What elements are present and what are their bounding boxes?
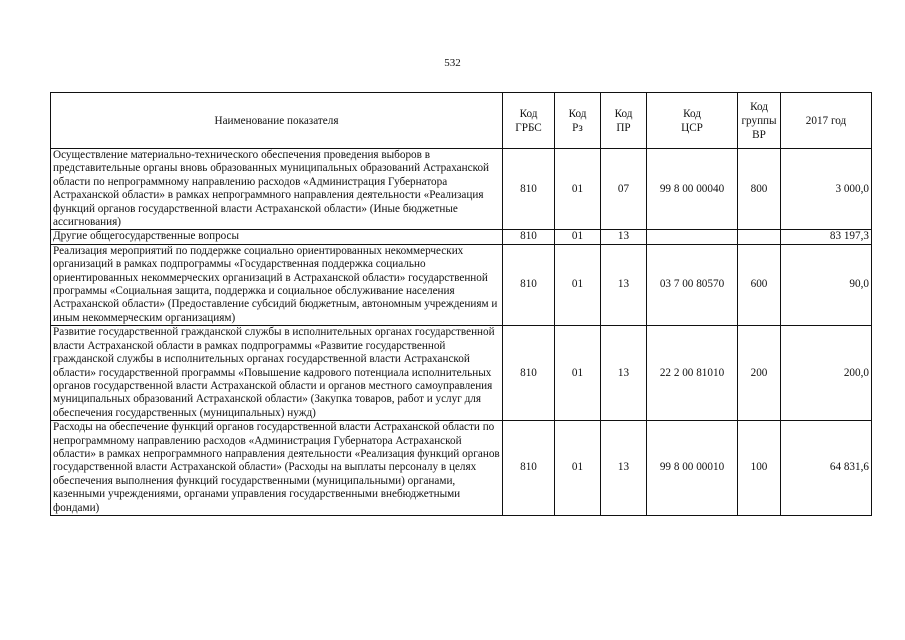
- row-rz: 01: [555, 421, 601, 516]
- row-name: Осуществление материально-технического обеспечения проведения выборов в представительные органы вновь образованных муниципальных образований Астраханской области по непрограммному направлению расходов «Администрация Губернатора Астраханской области» в рамках непрограммного направления деятельности «Реализация функций органов государственной власти Астраханской области» (Иные бюджетные ассигнования): [51, 149, 503, 230]
- row-pr: 13: [601, 326, 647, 421]
- row-grbs: 810: [503, 149, 555, 230]
- row-vr: 800: [738, 149, 781, 230]
- row-rz: 01: [555, 149, 601, 230]
- header-year: 2017 год: [781, 93, 872, 149]
- row-pr: 13: [601, 421, 647, 516]
- header-name: Наименование показателя: [51, 93, 503, 149]
- row-pr: 13: [601, 244, 647, 325]
- row-rz: 01: [555, 326, 601, 421]
- row-vr: 600: [738, 244, 781, 325]
- row-amount: 64 831,6: [781, 421, 872, 516]
- budget-table: [50, 92, 872, 516]
- header-csr: Код ЦСР: [647, 93, 738, 149]
- page-number: 532: [444, 57, 461, 69]
- row-rz: 01: [555, 244, 601, 325]
- row-grbs: 810: [503, 326, 555, 421]
- header-pr: Код ПР: [601, 93, 647, 149]
- row-vr: 100: [738, 421, 781, 516]
- row-amount: 3 000,0: [781, 149, 872, 230]
- table-row: [51, 326, 872, 421]
- header-vr: Код группы ВР: [738, 93, 781, 149]
- row-grbs: 810: [503, 421, 555, 516]
- row-name: Расходы на обеспечение функций органов государственной власти Астраханской области по непрограммному направлению расходов «Администрация Губернатора Астраханской области» в рамках непрограммного направления деятельности «Реализация функций органов государственной власти Астраханской области» (Расходы на выплаты персоналу в целях обеспечения выполнения функций государственными (муниципальными) органами, казенными учреждениями, органами управления государственными внебюджетными фондами): [51, 421, 503, 516]
- row-csr: 22 2 00 81010: [647, 326, 738, 421]
- header-grbs: Код ГРБС: [503, 93, 555, 149]
- row-name: Реализация мероприятий по поддержке социально ориентированных некоммерческих организаций в рамках подпрограммы «Государственная поддержка социально ориентированных некоммерческих организаций в Астраханской области» государственной программы «Социальная защита, поддержка и социальное обслуживание населения Астраханской области» (Предоставление субсидий бюджетным, автономным учреждениям и иным некоммерческим организациям): [51, 244, 503, 325]
- row-csr: 03 7 00 80570: [647, 244, 738, 325]
- row-amount: 90,0: [781, 244, 872, 325]
- table-row: [51, 421, 872, 516]
- row-amount: 83 197,3: [781, 230, 872, 244]
- row-pr: 07: [601, 149, 647, 230]
- row-grbs: 810: [503, 244, 555, 325]
- row-vr: [738, 230, 781, 244]
- row-name: Другие общегосударственные вопросы: [51, 230, 503, 244]
- row-pr: 13: [601, 230, 647, 244]
- row-rz: 01: [555, 230, 601, 244]
- table-row: [51, 230, 872, 244]
- row-vr: 200: [738, 326, 781, 421]
- table-row: [51, 149, 872, 230]
- row-csr: [647, 230, 738, 244]
- row-amount: 200,0: [781, 326, 872, 421]
- table-row: [51, 244, 872, 325]
- header-rz: Код Рз: [555, 93, 601, 149]
- row-csr: 99 8 00 00010: [647, 421, 738, 516]
- table-header-row: [51, 93, 872, 149]
- row-grbs: 810: [503, 230, 555, 244]
- row-csr: 99 8 00 00040: [647, 149, 738, 230]
- row-name: Развитие государственной гражданской службы в исполнительных органах государственной власти Астраханской области в рамках подпрограммы «Развитие государственной гражданской службы в исполнительных органах государственной власти Астраханской области» государственной программы «Повышение кадрового потенциала исполнительных органов государственной власти Астраханской области и органов местного самоуправления муниципальных образований Астраханской области» (Закупка товаров, работ и услуг для обеспечения государственных (муниципальных) нужд): [51, 326, 503, 421]
